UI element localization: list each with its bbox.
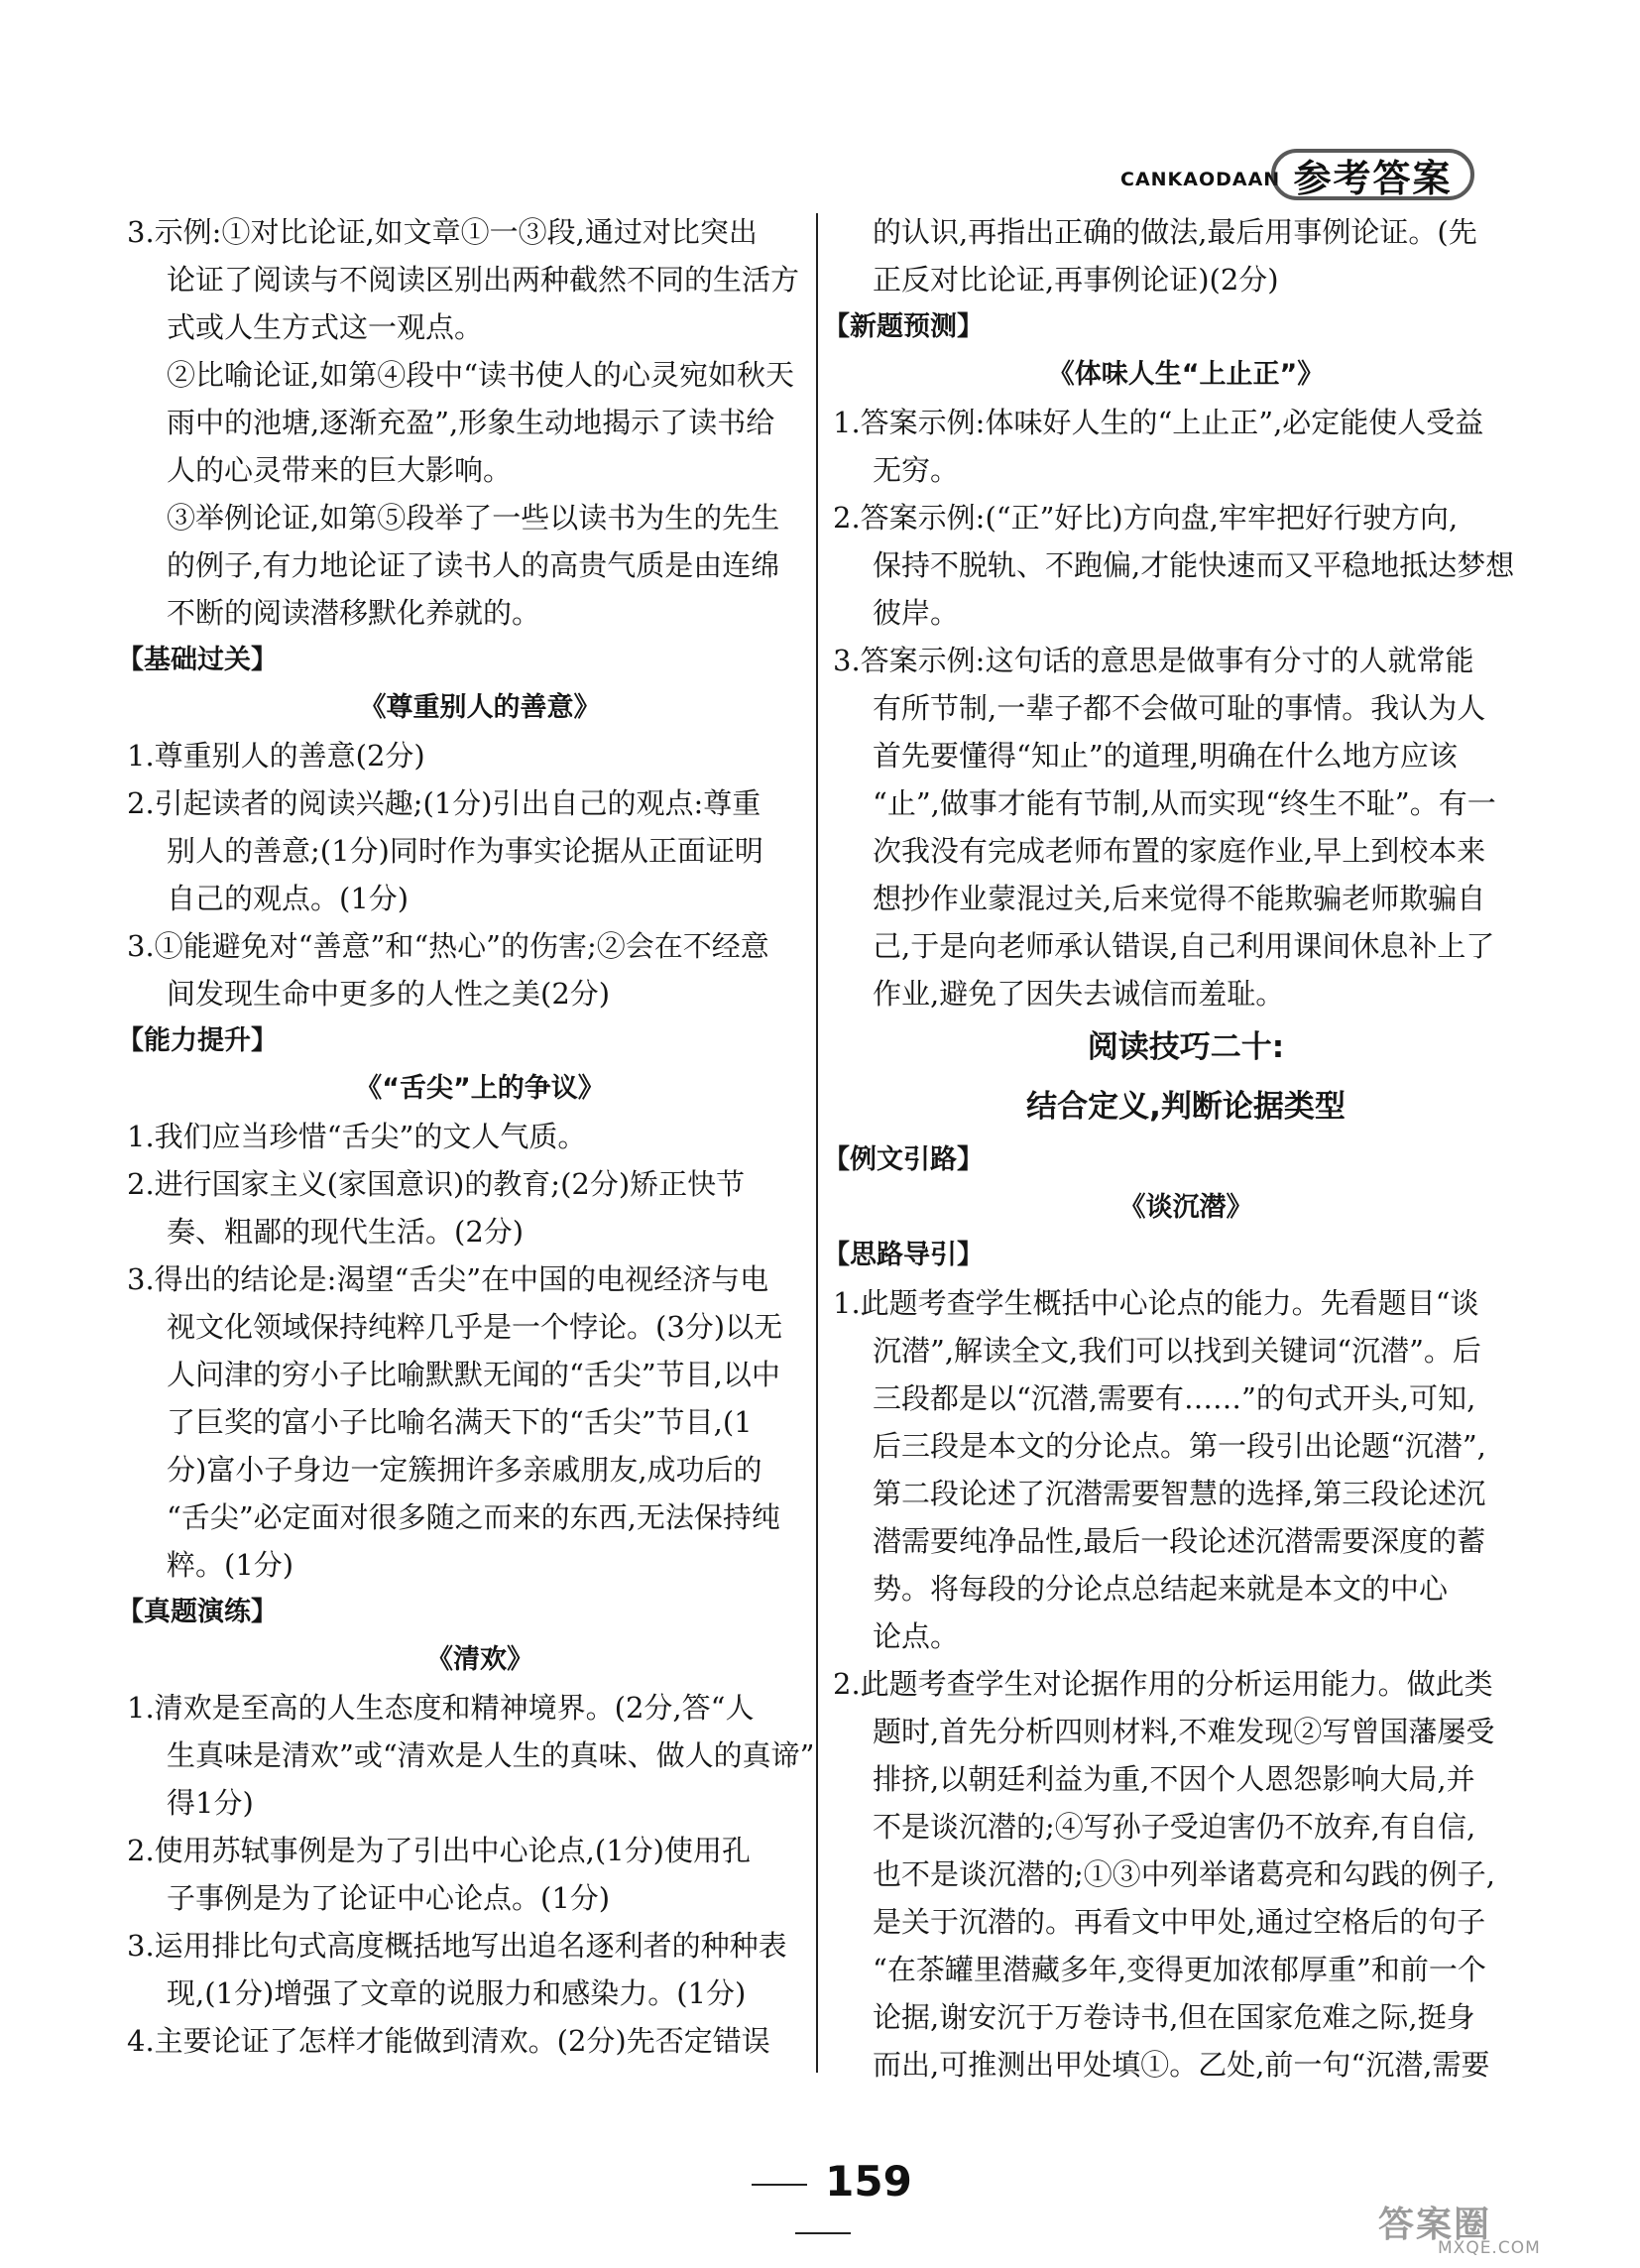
- text-line: 得1分): [167, 1786, 254, 1820]
- text-line: 式或人生方式这一观点。: [167, 310, 484, 344]
- page-footer: [694, 2157, 952, 2254]
- text-line: 论证了阅读与不阅读区别出两种截然不同的生活方: [167, 263, 800, 297]
- watermark-url: MXQE.COM: [1438, 2238, 1541, 2258]
- watermark-mark: 答案圈: [1378, 2205, 1492, 2245]
- text-line: 的认识,再指出正确的做法,最后用事例论证。(先: [873, 215, 1477, 249]
- text-line: 2.此题考查学生对论据作用的分析运用能力。做此类: [833, 1667, 1493, 1701]
- text-line: 势。将每段的分论点总结起来就是本文的中心: [873, 1572, 1449, 1606]
- text-line: 1.答案示例:体味好人生的“上止正”,必定能使人受益: [833, 406, 1484, 439]
- text-line: 论点。: [873, 1619, 960, 1653]
- text-line: 了巨奖的富小子比喻名满天下的“舌尖”节目,(1: [167, 1405, 753, 1439]
- text-line: 1.尊重别人的善意(2分): [127, 739, 425, 773]
- section-heading: 【真题演练】: [117, 1597, 278, 1627]
- text-line: 是关于沉潜的。再看文中甲处,通过空格后的句子: [873, 1905, 1486, 1939]
- section-heading: 【新题预测】: [823, 311, 984, 342]
- text-line: 3.①能避免对“善意”和“热心”的伤害;②会在不经意: [127, 929, 769, 963]
- section-heading: 【思路导引】: [823, 1240, 984, 1270]
- text-line: 1.此题考查学生概括中心论点的能力。先看题目“谈: [833, 1286, 1479, 1320]
- text-line: 而出,可推测出甲处填①。乙处,前一句“沉潜,需要: [873, 2048, 1490, 2082]
- text-line: 作业,避免了因失去诚信而羞耻。: [873, 977, 1285, 1011]
- logo-ring-shape: [1271, 149, 1474, 200]
- text-line: 1.我们应当珍惜“舌尖”的文人气质。: [127, 1120, 587, 1153]
- text-line: 视文化领域保持纯粹几乎是一个悖论。(3分)以无: [167, 1310, 783, 1344]
- text-line: 3.运用排比句式高度概括地写出追名逐利者的种种表: [127, 1929, 787, 1963]
- text-line: 奏、粗鄙的现代生活。(2分): [167, 1215, 525, 1249]
- article-title: 《谈沉潜》: [1118, 1192, 1253, 1223]
- text-line: “在茶罐里潜藏多年,变得更加浓郁厚重”和前一个: [873, 1953, 1486, 1986]
- text-line: 人的心灵带来的巨大影响。: [167, 453, 513, 487]
- text-line: 潜需要纯净品性,最后一段论述沉潜需要深度的蓄: [873, 1524, 1486, 1558]
- article-title: 《体味人生“上止正”》: [1047, 359, 1325, 390]
- text-line: 后三段是本文的分论点。第一段引出论题“沉潜”,: [873, 1429, 1486, 1463]
- text-line: 人问津的穷小子比喻默默无闻的“舌尖”节目,以中: [167, 1358, 780, 1391]
- text-line: 彼岸。: [873, 596, 960, 630]
- left-column: [117, 208, 833, 2065]
- text-line: 沉潜”,解读全文,我们可以找到关键词“沉潜”。后: [873, 1334, 1481, 1368]
- text-line: 不是谈沉潜的;④写孙子受迫害仍不放弃,有自信,: [873, 1810, 1476, 1844]
- text-line: 2.使用苏轼事例是为了引出中心论点,(1分)使用孔: [127, 1834, 751, 1867]
- text-line: 己,于是向老师承认错误,自己利用课间休息补上了: [873, 929, 1495, 963]
- skill-heading: 结合定义,判断论据类型: [1026, 1089, 1346, 1125]
- text-line: 三段都是以“沉潜,需要有……”的句式开头,可知,: [873, 1381, 1476, 1415]
- text-line: 2.答案示例:(“正”好比)方向盘,牢牢把好行驶方向,: [833, 501, 1459, 535]
- text-line: ②比喻论证,如第④段中“读书使人的心灵宛如秋天: [167, 358, 795, 392]
- text-line: 自己的观点。(1分): [167, 882, 410, 915]
- text-line: 正反对比论证,再事例论证)(2分): [873, 263, 1279, 297]
- watermark: [1378, 2197, 1616, 2256]
- header-pinyin-label: CANKAODAAN: [1120, 169, 1281, 190]
- text-line: 现,(1分)增强了文章的说服力和感染力。(1分): [167, 1976, 747, 2010]
- text-line: 3.示例:①对比论证,如文章①一③段,通过对比突出: [127, 215, 758, 249]
- text-line: 分)富小子身边一定簇拥许多亲戚朋友,成功后的: [167, 1453, 762, 1487]
- text-line: 间发现生命中更多的人性之美(2分): [167, 977, 611, 1011]
- article-title: 《“舌尖”上的争议》: [355, 1073, 605, 1104]
- right-column: [823, 208, 1539, 2089]
- column-divider: [816, 213, 818, 2073]
- page-number: 159: [825, 2157, 912, 2206]
- text-line: 题时,首先分析四则材料,不难发现②写曾国藩屡受: [873, 1715, 1495, 1748]
- footer-dash-right: [795, 2232, 851, 2234]
- section-heading: 【例文引路】: [823, 1144, 984, 1175]
- section-heading: 【基础过关】: [117, 645, 278, 675]
- text-line: 论据,谢安沉于万卷诗书,但在国家危难之际,挺身: [873, 2000, 1475, 2034]
- text-line: “止”,做事才能有节制,从而实现“终生不耻”。有一: [873, 786, 1496, 820]
- text-line: 首先要懂得“知止”的道理,明确在什么地方应该: [873, 739, 1458, 773]
- skill-heading: 阅读技巧二十:: [1087, 1029, 1285, 1065]
- text-line: ③举例论证,如第⑤段举了一些以读书为生的先生: [167, 501, 780, 535]
- footer-dash-left: [752, 2184, 807, 2186]
- text-line: 排挤,以朝廷利益为重,不因个人恩怨影响大局,并: [873, 1762, 1475, 1796]
- text-line: 2.进行国家主义(家国意识)的教育;(2分)矫正快节: [127, 1167, 746, 1201]
- text-line: 保持不脱轨、不跑偏,才能快速而又平稳地抵达梦想: [873, 548, 1515, 582]
- text-line: 有所节制,一辈子都不会做可耻的事情。我认为人: [873, 691, 1486, 725]
- text-line: 2.引起读者的阅读兴趣;(1分)引出自己的观点:尊重: [127, 786, 761, 820]
- article-title: 《尊重别人的善意》: [359, 692, 601, 723]
- text-line: 不断的阅读潜移默化养就的。: [167, 596, 541, 630]
- text-line: 子事例是为了论证中心论点。(1分): [167, 1881, 611, 1915]
- header-logo-text: 参考答案: [1293, 156, 1453, 200]
- text-line: 第二段论述了沉潜需要智慧的选择,第三段论述沉: [873, 1477, 1486, 1510]
- text-line: 也不是谈沉潜的;①③中列举诸葛亮和勾践的例子,: [873, 1857, 1495, 1891]
- text-line: “舌尖”必定面对很多随之而来的东西,无法保持纯: [167, 1500, 780, 1534]
- text-line: 3.答案示例:这句话的意思是做事有分寸的人就常能: [833, 644, 1474, 677]
- text-line: 次我没有完成老师布置的家庭作业,早上到校本来: [873, 834, 1486, 868]
- text-line: 1.清欢是至高的人生态度和精神境界。(2分,答“人: [127, 1691, 755, 1725]
- text-line: 的例子,有力地论证了读书人的高贵气质是由连绵: [167, 548, 780, 582]
- article-title: 《清欢》: [426, 1644, 533, 1675]
- text-line: 想抄作业蒙混过关,后来觉得不能欺骗老师欺骗自: [873, 882, 1486, 915]
- text-line: 无穷。: [873, 453, 960, 487]
- text-line: 雨中的池塘,逐渐充盈”,形象生动地揭示了读书给: [167, 406, 775, 439]
- text-line: 生真味是清欢”或“清欢是人生的真味、做人的真谛”: [167, 1738, 815, 1772]
- text-line: 3.得出的结论是:渴望“舌尖”在中国的电视经济与电: [127, 1262, 769, 1296]
- header-logo: [1271, 149, 1474, 200]
- page-header: [1101, 149, 1458, 208]
- text-line: 粹。(1分): [167, 1548, 294, 1582]
- text-line: 4.主要论证了怎样才能做到清欢。(2分)先否定错误: [127, 2024, 770, 2058]
- text-line: 别人的善意;(1分)同时作为事实论据从正面证明: [167, 834, 763, 868]
- section-heading: 【能力提升】: [117, 1025, 278, 1056]
